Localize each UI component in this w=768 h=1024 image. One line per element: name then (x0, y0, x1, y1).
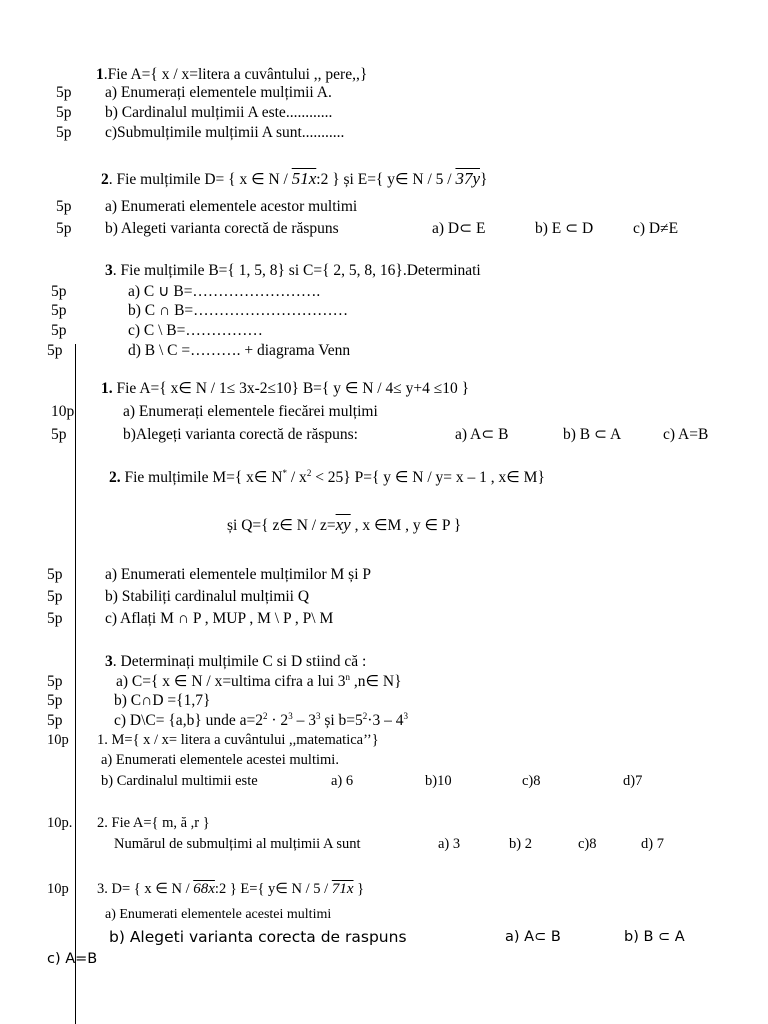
points-label: 5p (51, 283, 67, 300)
problem-number: 3 (105, 653, 113, 670)
s1-p1-statement (96, 66, 367, 84)
option-c: c)8 (522, 773, 541, 789)
s3-p1-a: a) Enumerati elementele acestei multimi. (101, 752, 339, 768)
s2-p1-statement (101, 380, 469, 398)
statement-text: Fie A={ x∈ N / 1≤ 3x-2≤10} B={ y ∈ N / 4≤ y+4 ≤10 } (112, 380, 470, 397)
points-label: 5p (47, 610, 63, 627)
option-a: a) A⊂ B (505, 929, 561, 945)
statement-text: . Fie mulțimile B={ 1, 5, 8} si C={ 2, 5, 8, 16}.Determinati (112, 262, 481, 279)
statement-text: și b=5 (320, 712, 363, 729)
s1-p2-b: b) Alegeti varianta corectă de răspuns (105, 220, 339, 237)
option-b: b) B ⊂ A (563, 426, 622, 443)
superscript: 2 (306, 467, 312, 478)
s2-p3-b: b) C∩D ={1,7} (114, 692, 211, 709)
option-a: a) A⊂ B (455, 426, 509, 443)
s3-p2-a: Numărul de submulțimi al mulțimii A sunt (114, 836, 361, 852)
points-label: 5p (56, 124, 72, 141)
s3-p3-a: a) Enumerati elementele acestei multimi (105, 907, 332, 922)
overlined-number: 68x (193, 881, 215, 897)
overlined-number: 51x (291, 169, 317, 188)
statement-text: Fie mulțimile M={ x∈ N (120, 469, 283, 486)
option-d: d) 7 (641, 836, 664, 852)
s2-p3-a (116, 673, 402, 691)
option-b: b)10 (425, 773, 452, 789)
points-label: 5p (56, 198, 72, 215)
statement-text: < 25} P={ y ∈ N / y= x – 1 , x∈ M} (311, 469, 545, 486)
statement-text: . Fie mulțimile D= { x ∈ N / (108, 171, 292, 188)
s2-p1-a: a) Enumerați elementele fiecărei mulțimi (123, 403, 378, 420)
points-label: 5p (47, 692, 63, 709)
problem-number: 2 (101, 171, 109, 188)
option-a: a) D⊂ E (432, 220, 486, 237)
points-label: 5p (47, 588, 63, 605)
points-label: 5p (47, 673, 63, 690)
points-label: 5p (56, 104, 72, 121)
problem-number: 1. (101, 380, 113, 397)
statement-text: ,n∈ N} (350, 673, 402, 690)
points-label: 10p (51, 403, 75, 420)
points-label: 5p (56, 220, 72, 237)
s1-p1-b: b) Cardinalul mulțimii A este............ (105, 104, 333, 121)
option-b: b) E ⊂ D (535, 220, 594, 237)
s2-p2-q-definition (227, 516, 461, 535)
statement-text: și Q={ z∈ N / z= (227, 517, 336, 534)
s2-p2-b: b) Stabiliți cardinalul mulțimii Q (105, 588, 310, 605)
points-label: 10p. (47, 815, 73, 831)
overlined-number: $\overline{xy}$ (335, 515, 351, 534)
superscript: 3 (403, 710, 408, 721)
overlined-number: 37y (455, 169, 480, 188)
points-label: 5p (47, 566, 63, 583)
s1-p1-a: a) Enumerați elementele mulțimii A. (105, 84, 332, 101)
s2-p3-statement (105, 653, 366, 671)
problem-number: 2. (109, 469, 121, 486)
problem-number: 1 (96, 66, 104, 83)
superscript: 3 (288, 710, 293, 721)
statement-text: , x ∈M , y ∈ P } (350, 517, 462, 534)
statement-text: 3. D= { x ∈ N / (97, 881, 194, 897)
option-c: c) A=B (663, 426, 709, 443)
superscript: 2 (263, 710, 268, 721)
problem-number: 3 (105, 262, 113, 279)
s2-p2-c: c) Aflați M ∩ P , MUP , M \ P , P\ M (105, 610, 334, 627)
points-label: 5p (47, 342, 63, 359)
points-label: 5p (51, 426, 67, 443)
s1-p2-statement (101, 170, 487, 189)
points-label: 10p (47, 881, 69, 897)
points-label: 5p (47, 712, 63, 729)
statement-text: / x (287, 469, 307, 486)
statement-text: ·3 – 4 (367, 712, 404, 729)
statement-text: :2 } E={ y∈ N / 5 / (214, 881, 332, 897)
s3-p1-statement: 1. M={ x / x= litera a cuvântului ,,matematica’’} (97, 732, 379, 748)
s3-p1-b: b) Cardinalul multimii este (101, 773, 258, 789)
statement-text: c) D\C= {a,b} unde a=2 (114, 712, 264, 729)
vertical-margin-line (75, 344, 76, 1024)
option-c: c) D≠E (633, 220, 679, 237)
s1-p2-a: a) Enumerati elementele acestor multimi (105, 198, 358, 215)
s1-p3-c: c) C \ B=…………… (128, 322, 263, 339)
statement-text: a) C={ x ∈ N / x=ultima cifra a lui 3 (116, 673, 346, 690)
superscript: n (345, 671, 351, 682)
option-c: c) A=B (47, 951, 98, 967)
overlined-number: 71x (331, 881, 354, 897)
statement-text: } (479, 171, 488, 188)
s2-p1-b: b)Alegeți varianta corectă de răspuns: (123, 426, 358, 443)
option-c: c)8 (578, 836, 597, 852)
statement-text: } (353, 881, 365, 897)
option-a: a) 3 (438, 836, 461, 852)
statement-text: · 2 (267, 712, 289, 729)
statement-text: . Determinați mulțimile C si D stiind că : (112, 653, 367, 670)
superscript: * (282, 467, 287, 478)
option-d: d)7 (623, 773, 643, 789)
superscript: 3 (315, 710, 321, 721)
points-label: 10p (47, 732, 69, 748)
option-a: a) 6 (331, 773, 354, 789)
s1-p3-statement (105, 262, 481, 280)
s1-p1-c: c)Submulțimile mulțimii A sunt........... (105, 124, 345, 141)
points-label: 5p (51, 322, 67, 339)
statement-text: :2 } și E={ y∈ N / 5 / (316, 171, 456, 188)
superscript: 2 (362, 710, 368, 721)
points-label: 5p (56, 84, 72, 101)
s1-p3-b: b) C ∩ B=………………………… (128, 302, 349, 319)
s2-p2-statement (109, 469, 545, 487)
s3-p3-b: b) Alegeti varianta corecta de raspuns (109, 928, 407, 946)
option-b: b) B ⊂ A (624, 929, 685, 945)
s3-p2-statement: 2. Fie A={ m, ă ,r } (97, 815, 210, 831)
s2-p2-a: a) Enumerati elementele mulțimilor M și P (105, 566, 372, 583)
s1-p3-d: d) B \ C =………. + diagrama Venn (128, 342, 351, 359)
points-label: 5p (51, 302, 67, 319)
option-b: b) 2 (509, 836, 532, 852)
statement-text: .Fie A={ x / x=litera a cuvântului ,, pere,,} (103, 66, 368, 83)
s1-p3-a: a) C ∪ B=……………………. (128, 283, 321, 300)
s2-p3-c (114, 712, 408, 730)
statement-text: – 3 (292, 712, 316, 729)
s3-p3-statement (97, 880, 364, 898)
